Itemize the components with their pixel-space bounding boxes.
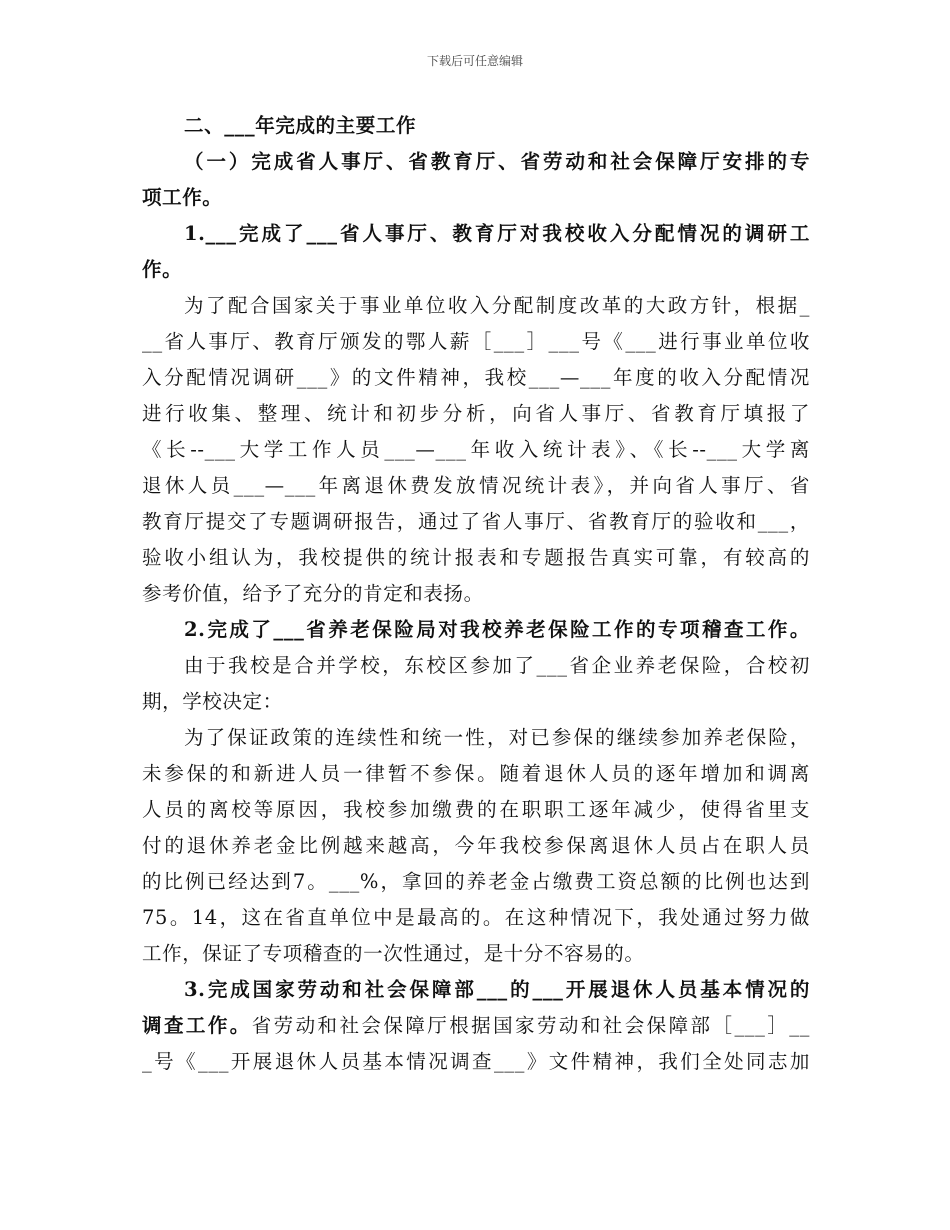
document-body [142, 108, 810, 1080]
paragraph-line: 《长--___大学工作人员___—___年收入统计表》、《长--___大学离 [142, 438, 810, 461]
paragraph-line: 由于我校是合并学校，东校区参加了___省企业养老保险，合校初 [184, 654, 810, 677]
item-heading-2: 2.完成了___省养老保险局对我校养老保险工作的专项稽查工作。 [184, 618, 810, 641]
paragraph-line: 教育厅提交了专题调研报告，通过了省人事厅、省教育厅的验收和___， [142, 510, 810, 533]
paragraph-line: 为了保证政策的连续性和统一性，对已参保的继续参加养老保险， [184, 726, 810, 749]
paragraph-line: 未参保的和新进人员一律暂不参保。随着退休人员的逐年增加和调离 [142, 762, 810, 785]
item-heading-1-cont: 作。 [142, 258, 183, 281]
paragraph-line: 付的退休养老金比例越来越高，今年我校参保离退休人员占在职人员 [142, 834, 810, 857]
item-heading-1: 1.___完成了___省人事厅、教育厅对我校收入分配情况的调研工 [184, 222, 810, 245]
paragraph-run: 省劳动和社会保障厅根据国家劳动和社会保障部［___］__ [251, 1014, 810, 1037]
paragraph-line: _号《___开展退休人员基本情况调查___》文件精神，我们全处同志加 [142, 1050, 810, 1073]
paragraph-line: 75。14，这在省直单位中是最高的。在这种情况下，我处通过努力做 [142, 906, 810, 929]
paragraph-line: 工作，保证了专项稽查的一次性通过，是十分不容易的。 [142, 942, 645, 965]
mixed-line [142, 1008, 810, 1044]
paragraph-line: 的比例已经达到7。___%，拿回的养老金占缴费工资总额的比例也达到 [142, 870, 810, 893]
paragraph-line: 入分配情况调研___》的文件精神，我校___—___年度的收入分配情况 [142, 366, 810, 389]
paragraph-line: 验收小组认为，我校提供的统计报表和专题报告真实可靠，有较高的 [142, 546, 810, 569]
page-header: 下载后可任意编辑 [426, 54, 523, 68]
paragraph-line: 为了配合国家关于事业单位收入分配制度改革的大政方针，根据_ [184, 294, 810, 317]
paragraph-line: __省人事厅、教育厅颁发的鄂人薪［___］___号《___进行事业单位收 [142, 330, 810, 353]
subsection-heading: （一）完成省人事厅、省教育厅、省劳动和社会保障厅安排的专 [184, 150, 810, 173]
item-heading-3: 3.完成国家劳动和社会保障部___的___开展退休人员基本情况的 [184, 978, 810, 1001]
section-heading: 二、___年完成的主要工作 [184, 114, 417, 137]
paragraph-line: 退休人员___—___年离退休费发放情况统计表》，并向省人事厅、省 [142, 474, 810, 497]
paragraph-line: 进行收集、整理、统计和初步分析，向省人事厅、省教育厅填报了 [142, 402, 810, 425]
paragraph-line: 人员的离校等原因，我校参加缴费的在职职工逐年减少，使得省里支 [142, 798, 810, 821]
paragraph-line: 期，学校决定： [142, 690, 283, 713]
paragraph-line: 参考价值，给予了充分的肯定和表扬。 [142, 582, 484, 605]
item-heading-3-cont: 调查工作。 [142, 1014, 252, 1037]
subsection-heading-cont: 项工作。 [142, 186, 223, 209]
